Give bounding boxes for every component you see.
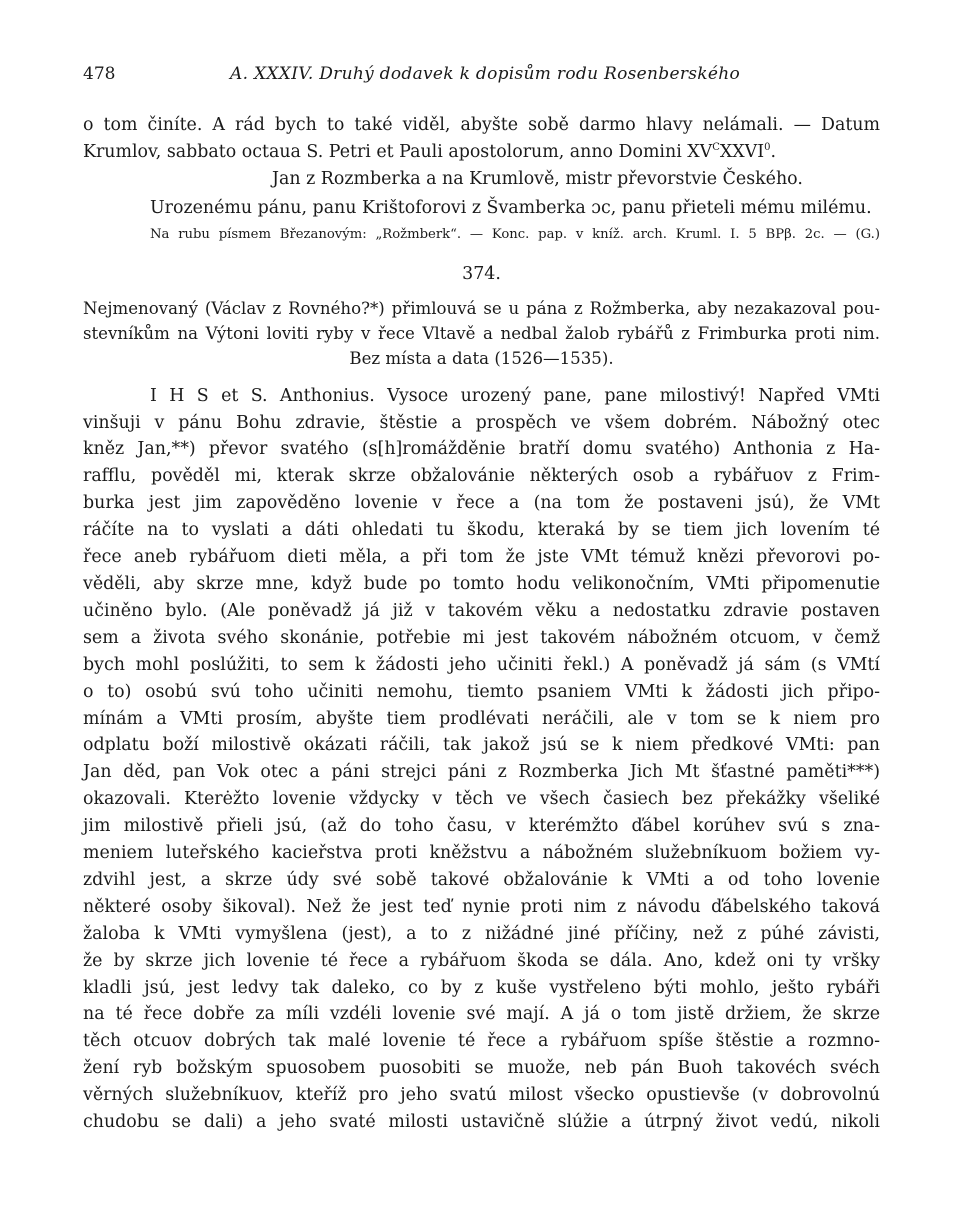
letter-body <box>83 383 880 1136</box>
body-line: žení ryb božským spuosobem puosobiti se muože, neb pán Buoh takovéch svéch <box>83 1058 880 1079</box>
preceding-letter-text <box>83 112 880 166</box>
text-line: o tom činíte. A rád bych to také viděl, abyšte sobě darmo hlavy nelámali. — Datum <box>83 115 880 135</box>
body-line: ráčíte na to vyslati a dáti ohledati tu škodu, kteraká by se tiem jich lovením té <box>83 520 880 541</box>
year-superscript: C <box>712 142 720 154</box>
page <box>83 58 880 1136</box>
body-line: Jan děd, pan Vok otec a páni strejci páni z Rozmberka Jich Mt šťastné paměti***) <box>83 762 880 783</box>
body-line: o to) osobú svú toho učiniti nemohu, tiemto psaniem VMti k žádosti jich připo- <box>83 681 880 702</box>
body-line: kněz Jan,**) převor svatého (s[h]romážděnie bratří domu svatého) Anthonia z Ha- <box>83 439 880 460</box>
body-line: kladli jsú, jest ledvy tak daleko, co by z kuše vystřeleno býti mohlo, ješto rybáři <box>83 977 880 998</box>
regest-line: Nejmenovaný (Václav z Rovného?*) přimlouvá se u pána z Rožmberka, aby nezakazoval pou- <box>83 298 880 318</box>
document-dateline: Bez místa a data (1526—1535). <box>349 348 614 368</box>
body-line: těch otcuov dobrých tak malé lovenie té řece a rybářuom spíše štěstie a rozmno- <box>83 1031 880 1052</box>
body-line: věděli, aby skrze mne, když bude po tomto hodu velikonočním, VMti připomenutie <box>83 573 880 594</box>
year-period: . <box>770 141 776 162</box>
running-head <box>83 58 880 88</box>
body-line: jim milostivě přieli jsú, (až do toho času, v kterémžto ďábel korúhev svú s zna- <box>83 816 880 837</box>
signature: Jan z Rozmberka a na Krumlově, mistr převorstvie Českého. <box>272 168 803 189</box>
body-line: že by skrze jich lovenie té řece a rybářuom škoda se dála. Ano, kdež oni ty vršky <box>83 950 880 971</box>
year-numeral: XXVI <box>719 141 765 162</box>
body-line: na té řece dobře za míli vzdéli lovenie své mají. A já o tom jistě držiem, že skrze <box>83 1004 880 1025</box>
body-line: meniem luteřského kacieřstva proti kněžstvu a nábožném služebníkuom božiem vy- <box>83 843 880 864</box>
body-line: bych mohl poslúžiti, to sem k žádosti jeho učiniti řekl.) A poněvadž já sám (s VMtí <box>83 654 880 675</box>
body-line: zdvihl jest, a skrze údy své sobě takové obžalovánie k VMti a od toho lovenie <box>83 869 880 890</box>
body-line: I H S et S. Anthonius. Vysoce urozený pane, pane milostivý! Napřed VMti <box>150 385 880 406</box>
body-line: učiněno bylo. (Ale poněvadž já již v takovém věku a nedostatku zdravie postaven <box>83 600 880 621</box>
regest-line: stevníkům na Výtoni loviti ryby v řece Vltavě a nedbal žalob rybářů z Frimburka proti nim. <box>83 323 880 343</box>
body-line: některé osoby šikoval). Než že jest teď nynie proti nim z návodu ďábelského taková <box>83 896 880 917</box>
body-line: věrných služebníkuov, kteříž pro jeho svatú milost všecko opustievše (v dobrovolnú <box>83 1085 880 1106</box>
body-line: burka jest jim zapověděno lovenie v řece a (na tom že postaveni jsú), že VMt <box>83 493 880 514</box>
text-line <box>83 139 880 166</box>
body-line: okazovali. Kterėžto lovenie vždycky v těch ve všech časiech bez překážky všeliké <box>83 789 880 810</box>
preceding-letter-end <box>83 112 880 246</box>
archival-note: Na rubu písmem Březanovým: „Rožmberk“. — Konc. pap. v kníž. arch. Kruml. I. 5 BPβ. 2c. — (G.) <box>150 226 880 242</box>
body-line: chudobu se dali) a jeho svaté milosti ustavičně slúžie a útrpný život vedú, nikoli <box>83 1112 880 1133</box>
address: Urozenému pánu, panu Krištoforovi z Švamberka ɔc, panu přieteli mému milému. <box>150 197 872 218</box>
regest <box>83 296 880 346</box>
year-superscript: 0 <box>764 142 771 154</box>
body-line: žaloba k VMti vymyšlena (jest), a to z nižádné jiné příčiny, než z púhé závisti, <box>83 923 880 944</box>
body-line: rafflu, pověděl mi, kterak skrze obžalovánie některých osob a rybářuov z Frim- <box>83 466 880 487</box>
dateline-text: Krumlov, sabbato octaua S. Petri et Pauli apostolorum, anno Domini XV <box>83 141 713 162</box>
body-line: mínám a VMti prosím, abyšte tiem prodlévati neráčili, ale v tom se k niem pro <box>83 708 880 729</box>
body-line: odplatu boží milostivě okázati ráčili, tak jakož jsú se k niem předkové VMti: pan <box>83 735 880 756</box>
body-line: řece aneb rybářuom dieti měla, a při tom že jste VMt témuž knězi převorovi po- <box>83 547 880 568</box>
body-line: vinšuji v pánu Bohu zdravie, štěstie a prospěch ve všem dobrém. Nábožný otec <box>83 412 880 433</box>
body-line: sem a života svého skonánie, potřebie mi jest takovém nábožném otcuom, v čemž <box>83 627 880 648</box>
page-number: 478 <box>83 64 116 84</box>
running-title: A. XXXIV. Druhý dodavek k dopisům rodu Rosenberského <box>230 64 741 84</box>
document-number: 374. <box>462 263 501 284</box>
